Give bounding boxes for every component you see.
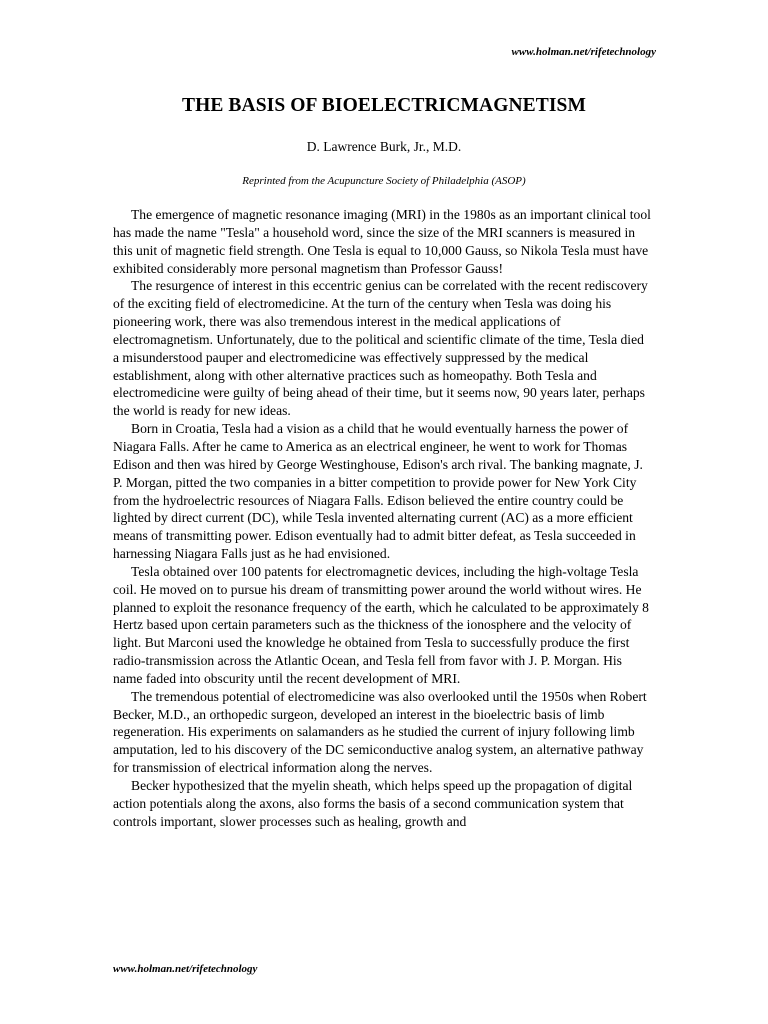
paragraph-1: The emergence of magnetic resonance imaging (MRI) in the 1980s as an important clinical tool has made the name "Tesla" a household word, since the size of the MRI scanners is measured in this unit of magnetic field strength. One Tesla is equal to 10,000 Gauss, so Nikola Tesla must have exhibited considerably more personal magnetism than Professor Gauss! <box>113 207 651 276</box>
footer-url: www.holman.net/rifetechnology <box>113 963 258 975</box>
header-url: www.holman.net/rifetechnology <box>511 46 656 58</box>
article-title: THE BASIS OF BIOELECTRICMAGNETISM <box>181 95 587 116</box>
paragraph-3: Born in Croatia, Tesla had a vision as a child that he would eventually harness the power of Niagara Falls. After he came to America as an electrical engineer, he went to work for Thomas Edison and then was hired by George Westinghouse, Edison's arch rival. The banking magnate, J. P. Morgan, pitted the two companies in a bitter competition to provide power for New York City from the hydroelectric resources of Niagara Falls. Edison believed the entire country could be lighted by direct current (DC), while Tesla invented alternating current (AC) as a more efficient means of transmitting power. Edison eventually had to admit bitter defeat, as Tesla succeeded in harnessing Niagara Falls just as he had envisioned. <box>113 421 643 562</box>
paragraph-5: The tremendous potential of electromedicine was also overlooked until the 1950s when Robert Becker, M.D., an orthopedic surgeon, developed an interest in the bioelectric basis of limb regeneration. His experiments on salamanders as he studied the current of injury following limb amputation, led to his discovery of the DC semiconductive analog system, an alternative pathway for transmission of electrical information along the nerves. <box>113 688 647 776</box>
article-author: D. Lawrence Burk, Jr., M.D. <box>306 139 462 154</box>
reprint-note: Reprinted from the Acupuncture Society of Philadelphia (ASOP) <box>242 175 526 187</box>
paragraph-6: Becker hypothesized that the myelin sheath, which helps speed up the propagation of digital action potentials along the axons, also forms the basis of a second communication system that controls important, slower processes such as healing, growth and <box>113 778 633 829</box>
paragraph-2: The resurgence of interest in this eccentric genius can be correlated with the recent rediscovery of the exciting field of electromedicine. At the turn of the century when Tesla was doing his pioneering work, there was also tremendous interest in the medical applications of electromagnetism. Unfortunately, due to the political and scientific climate of the time, Tesla died a misunderstood pauper and electromedicine was effectively suppressed by the medical establishment, along with other alternative practices such as homeopathy. Both Tesla and electromedicine were guilty of being ahead of their time, but it seems now, 90 years later, perhaps the world is ready for new ideas. <box>113 278 648 419</box>
article-body <box>113 206 653 831</box>
paragraph-4: Tesla obtained over 100 patents for electromagnetic devices, including the high-voltage Tesla coil. He moved on to pursue his dream of transmitting power around the world without wires. He planned to exploit the resonance frequency of the earth, which he calculated to be approximately 8 Hertz based upon certain parameters such as the thickness of the ionosphere and the velocity of light. But Marconi used the knowledge he obtained from Tesla to successfully produce the first radio-transmission across the Atlantic Ocean, and Tesla fell from favor with J. P. Morgan. His name faded into obscurity until the recent development of MRI. <box>113 563 649 686</box>
